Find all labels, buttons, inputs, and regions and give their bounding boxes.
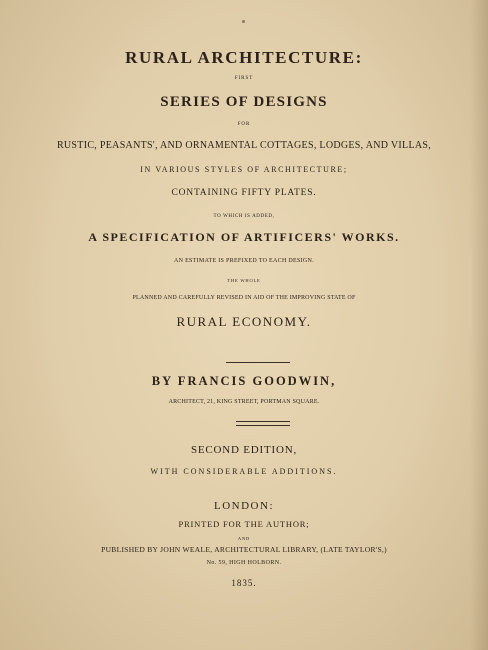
london-line: LONDON:	[214, 500, 274, 512]
publisher-address: No. 59, HIGH HOLBORN.	[206, 560, 282, 566]
printed-line: PRINTED FOR THE AUTHOR;	[178, 519, 310, 529]
economy-heading: RURAL ECONOMY.	[176, 314, 312, 329]
page-edge-shadow	[470, 0, 488, 650]
subject-line: RUSTIC, PEASANTS', AND ORNAMENTAL COTTAGES, LODGES, AND VILLAS,	[56, 140, 432, 151]
estimate-line: AN ESTIMATE IS PREFIXED TO EACH DESIGN.	[174, 258, 314, 264]
plates-line: CONTAINING FIFTY PLATES.	[171, 188, 317, 198]
author-address: ARCHITECT, 21, KING STREET, PORTMAN SQUARE.	[168, 399, 320, 405]
series-heading: SERIES OF DESIGNS	[160, 94, 328, 110]
the-whole-label: THE WHOLE	[227, 278, 261, 283]
author-line: BY FRANCIS GOODWIN,	[151, 374, 337, 388]
additions-line: WITH CONSIDERABLE ADDITIONS.	[150, 467, 338, 476]
edition-line: SECOND EDITION,	[190, 444, 298, 456]
first-label: FIRST	[234, 76, 254, 81]
styles-line: IN VARIOUS STYLES OF ARCHITECTURE;	[140, 165, 348, 174]
specification-heading: A SPECIFICATION OF ARTIFICERS' WORKS.	[88, 230, 400, 244]
planned-line: PLANNED AND CAREFULLY REVISED IN AID OF THE IMPROVING STATE OF	[132, 295, 356, 301]
page-speck	[242, 20, 245, 23]
divider-rule	[226, 362, 290, 363]
publisher-line: PUBLISHED BY JOHN WEALE, ARCHITECTURAL LIBRARY, (LATE TAYLOR'S,)	[101, 545, 387, 554]
and-label: AND	[237, 536, 251, 541]
added-line: TO WHICH IS ADDED,	[213, 214, 275, 219]
book-title: RURAL ARCHITECTURE:	[125, 48, 363, 67]
for-label: FOR	[237, 122, 251, 127]
year-line: 1835.	[231, 578, 257, 588]
double-rule	[236, 421, 290, 426]
